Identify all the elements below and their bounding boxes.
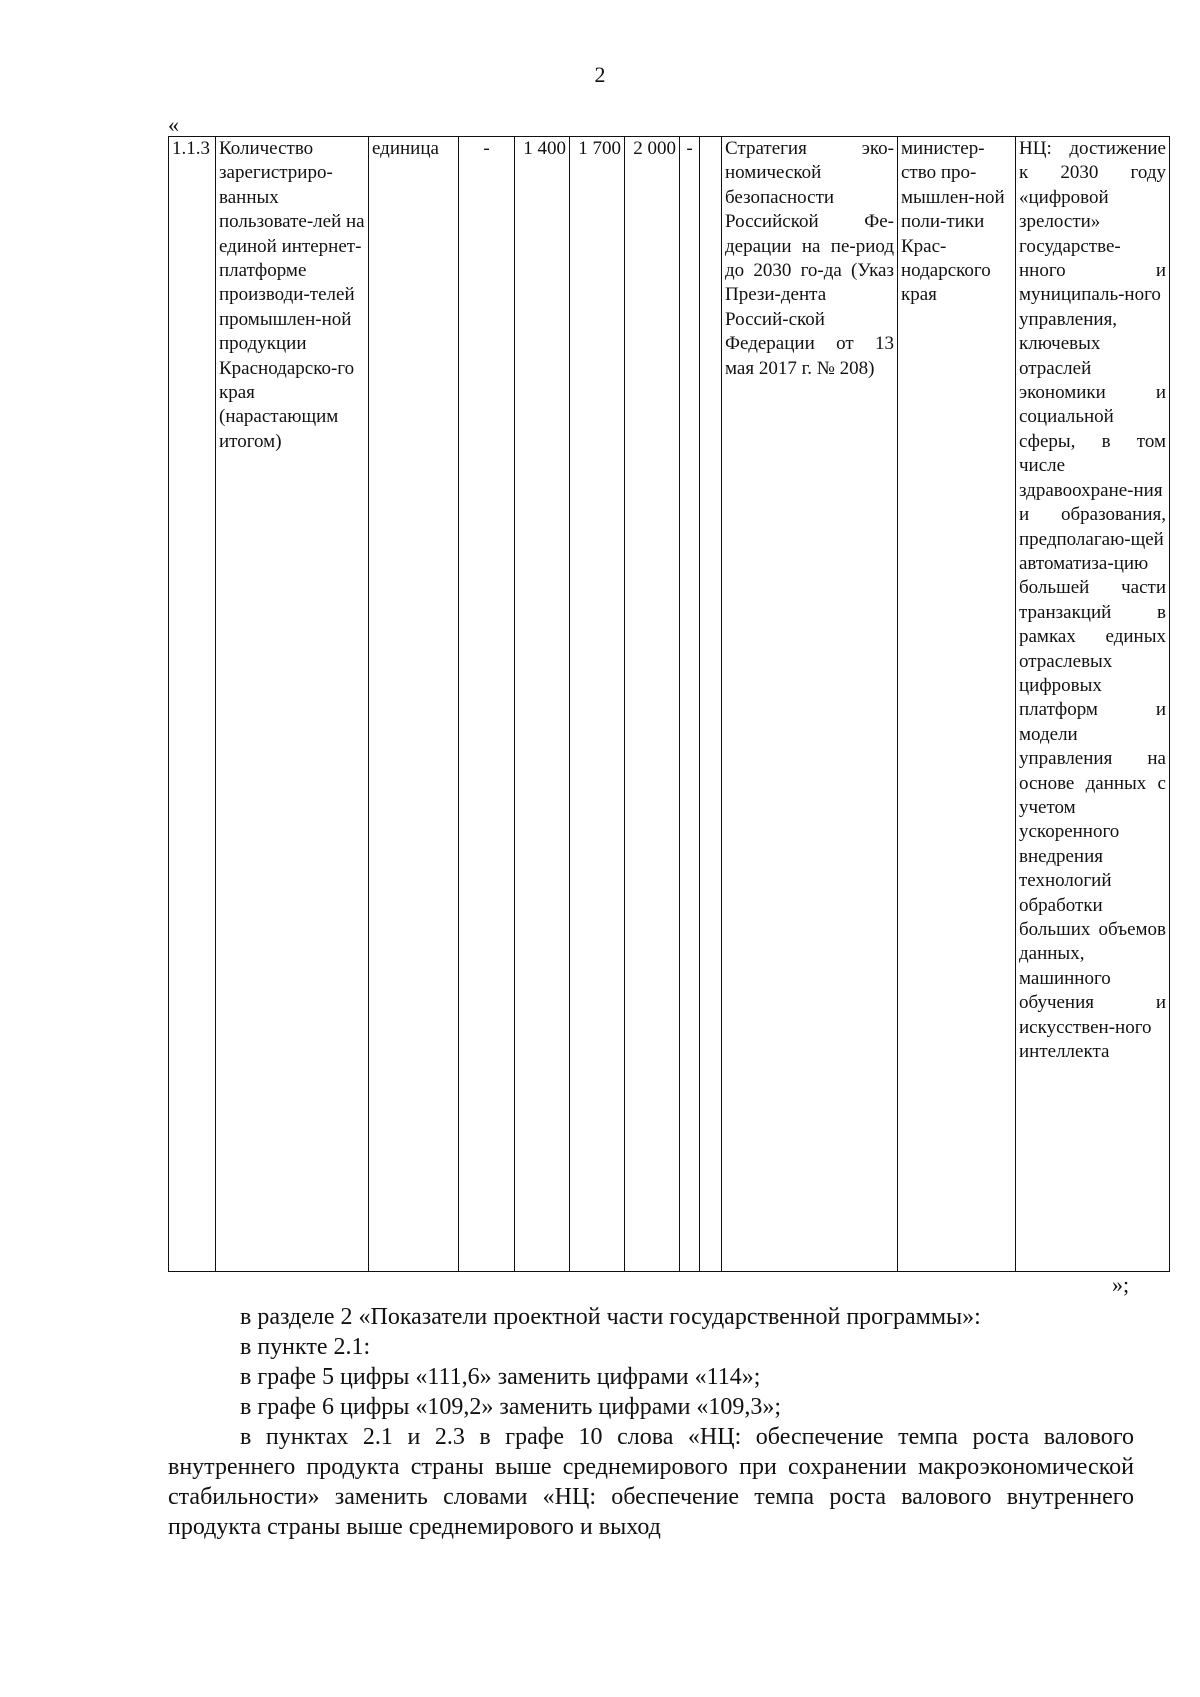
cell-goal: НЦ: достижение к 2030 году «цифровой зрелости» государстве-нного и муниципаль-ного управления, ключевых отраслей экономики и социальной сферы, в том числе здравоохране-ния и образования, предполагаю-щей автоматиза-цию большей части транзакций в рамках единых отраслевых цифровых платформ и модели управления на основе данных с учетом ускоренного внедрения технологий обработки больших объемов данных, машинного обучения и искусствен-ного интеллекта [1016, 137, 1170, 1272]
cell-col8: - [680, 137, 700, 1272]
cell-number: 1.1.3 [169, 137, 216, 1272]
paragraph: в пункте 2.1: [240, 1334, 371, 1360]
cell-indicator-name: Количество зарегистриро-ванных пользовате-лей на единой интернет-платформе производи-телей промышлен-ной продукции Краснодарско-го края (нарастающим итогом) [216, 137, 369, 1272]
indicators-table [168, 136, 1170, 1272]
cell-col6: 1 700 [570, 137, 625, 1272]
cell-col9 [700, 137, 722, 1272]
paragraph: в графе 6 цифры «109,2» заменить цифрами «109,3»; [240, 1394, 782, 1420]
cell-source: Стратегия эко-номической безопасности Российской Фе-дерации на пе-риод до 2030 го-да (Указ Прези-дента Россий-ской Федерации от 13 мая 2017 г. № 208) [722, 137, 898, 1272]
body-text [168, 1302, 1134, 1542]
opening-quote: « [168, 112, 179, 137]
paragraph: в разделе 2 «Показатели проектной части государственной программы»: [240, 1304, 981, 1330]
table-row [169, 137, 1170, 1272]
cell-col4: - [459, 137, 515, 1272]
closing-quote: »; [1112, 1272, 1130, 1297]
page-number: 2 [594, 62, 606, 87]
cell-responsible: министер-ство про-мышлен-ной поли-тики Крас-нодарского края [898, 137, 1016, 1272]
cell-unit: единица [369, 137, 459, 1272]
paragraph: в графе 5 цифры «111,6» заменить цифрами «114»; [240, 1364, 761, 1390]
cell-col7: 2 000 [625, 137, 680, 1272]
cell-col5: 1 400 [515, 137, 570, 1272]
paragraph: в пунктах 2.1 и 2.3 в графе 10 слова «НЦ: обеспечение темпа роста валового внутреннего продукта страны выше среднемирового при сохранении макроэкономической стабильности» заменить словами «НЦ: обеспечение темпа роста валового внутреннего продукта страны выше среднемирового и выход [168, 1424, 1134, 1540]
